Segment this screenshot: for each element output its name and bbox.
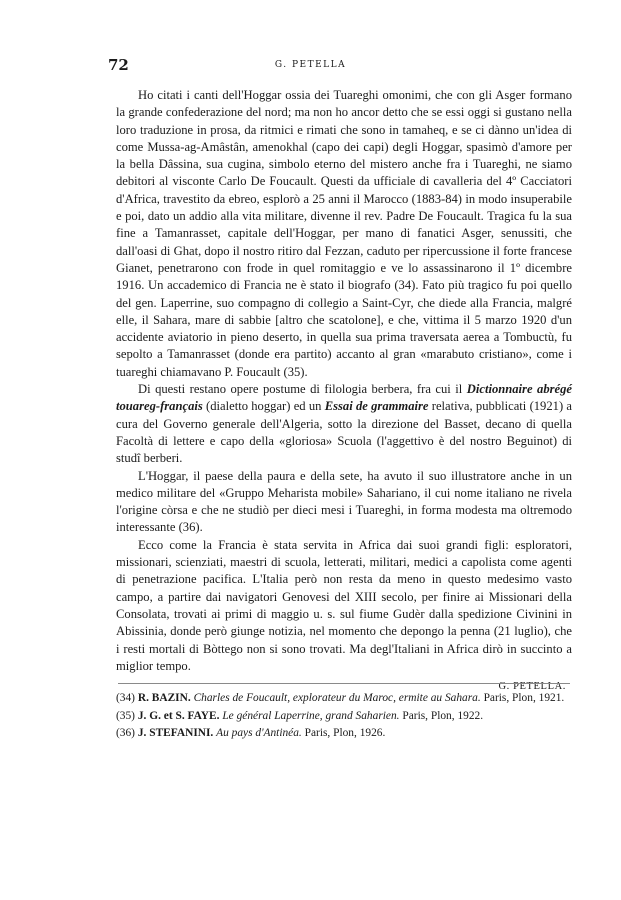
page-header: [0, 56, 621, 76]
footnote-number: (35): [116, 709, 135, 722]
footnote-publisher: Paris, Plon, 1922.: [402, 709, 484, 722]
footnote-number: (34): [116, 692, 135, 704]
paragraph-philology-end: relativa, pubblicati (1921) a cura del Governo generale dell'Algeria, sotto la direzione del Basset, decano di quella Facoltà di lettere e capo della «gloriosa» Scuola (l'aggettivo è del nostro Beguinot) di studî berberi.: [116, 399, 572, 466]
footnote-divider: [118, 683, 570, 684]
footnote-author: R. BAZIN.: [137, 692, 191, 704]
running-head: G. PETELLA: [274, 60, 347, 70]
footnote-number: (36): [116, 727, 135, 739]
page-number: 72: [108, 56, 129, 74]
paragraph-philology-mid: (dialetto hoggar) ed un: [202, 399, 325, 414]
footnotes: [116, 690, 576, 743]
footnote-publisher: Paris, Plon, 1921.: [483, 692, 565, 704]
author-signature: G. PETELLA.: [498, 681, 566, 693]
footnote-34: [116, 690, 576, 708]
footnote-35: [116, 708, 576, 726]
paragraph-foucault: Ho citati i canti dell'Hoggar ossia dei Tuareghi omonimi, che con gli Asger formano la grande confederazione del nord; ma non ho ancor detto che se essi oggi si gustano nella loro traduzione in prosa, da ritmici e rimati che sono in tamaheq, e se ci dànno un'idea di come Mussa-ag-Amâstân, amenokhal (capo dei capi) degli Hoggar, spasimò d'amore per la bella Dâssina, sua cugina, simbolo eterno del mistero anche fra i Tuareghi, ne siamo debitori al visconte Carlo De Foucault. Questi da ufficiale di cavalleria del 4º Cacciatori d'Africa, travestito da ebreo, esplorò a 25 anni il Marocco (1883-84) in modo insuperabile e poi, dato un addio alla vita militare, divenne il rev. Padre De Foucault. Tragica fu la sua fine a Tamanrasset, capitale dell'Hoggar, per mano di fanatici Asger, senussiti, che dall'oasi di Ghat, dopo il nostro ritiro dal Fezzan, caduto per ripercussione il forte francese Gianet, penetrarono con frode in quel romitaggio e ve lo assassinarono il 1º dicembre 1916. Un accademico di Francia ne è stato il biografo (34). Fato più tragico fu poi quello del gen. Laperrine, suo compagno di collegio a Saint-Cyr, che diede alla Francia, malgré elle, il Sahara, mare di sabbie [altro che scatolone], e che, vittima il 5 marzo 1920 d'un accidente aviatorio in pieno deserto, in quella sua prima traversata aerea a Tombuctù, fu sepolto a Tamanrasset (donde era partito) accanto al gran «marabuto cristiano», come i tuareghi chiamavano P. Foucault (35).: [116, 88, 572, 379]
paragraph-philology: [116, 381, 572, 467]
footnote-title: Charles de Foucault, explorateur du Maroc, ermite au Sahara.: [193, 692, 481, 704]
footnote-title: Le général Laperrine, grand Saharien.: [222, 709, 400, 722]
dictionnaire-title: Dictionnaire abrégé touareg-français: [116, 382, 572, 414]
footnote-publisher: Paris, Plon, 1926.: [304, 727, 386, 739]
footnote-author: J. STEFANINI.: [137, 727, 214, 739]
main-text: [116, 87, 572, 695]
footnote-title: Au pays d'Antinéa.: [216, 727, 302, 739]
paragraph-conclusion: Ecco come la Francia è stata servita in Africa dai suoi grandi figli: esploratori, missionari, scienziati, maestri di scuola, letterati, militari, medici a capolista come agenti di penetrazione pacifica. L'Italia però non resta da meno in questo medesimo vasto campo, a partire dai navigatori Genovesi del XIII secolo, per finire ai Missionari della Consolata, trovati ai primi di maggio u. s. sul fiume Gudèr dalla spedizione Civinini in Abissinia, donde però giunge notizia, nel momento che depongo la penna (21 luglio), che i resti mortali di Bòttego non si sono trovati. Ma degl'Italiani in Africa dirò in succinto a miglior tempo.: [116, 537, 572, 673]
paragraph-hoggar: L'Hoggar, il paese della paura e della sete, ha avuto il suo illustratore anche in un medico militare del «Gruppo Meharista mobile» Sahariano, il cui nome italiano ne rivela l'origine còrsa e che ne studiò per dieci mesi i Tuareghi, in forma modesta ma oltremodo interessante (36).: [116, 468, 572, 535]
essai-title: Essai de grammaire: [324, 399, 429, 414]
footnote-36: [116, 725, 576, 743]
paragraph-philology-start: Di questi restano opere postume di filologia berbera, fra cui il: [138, 382, 467, 397]
footnote-author: J. G. et S. FAYE.: [137, 709, 220, 722]
